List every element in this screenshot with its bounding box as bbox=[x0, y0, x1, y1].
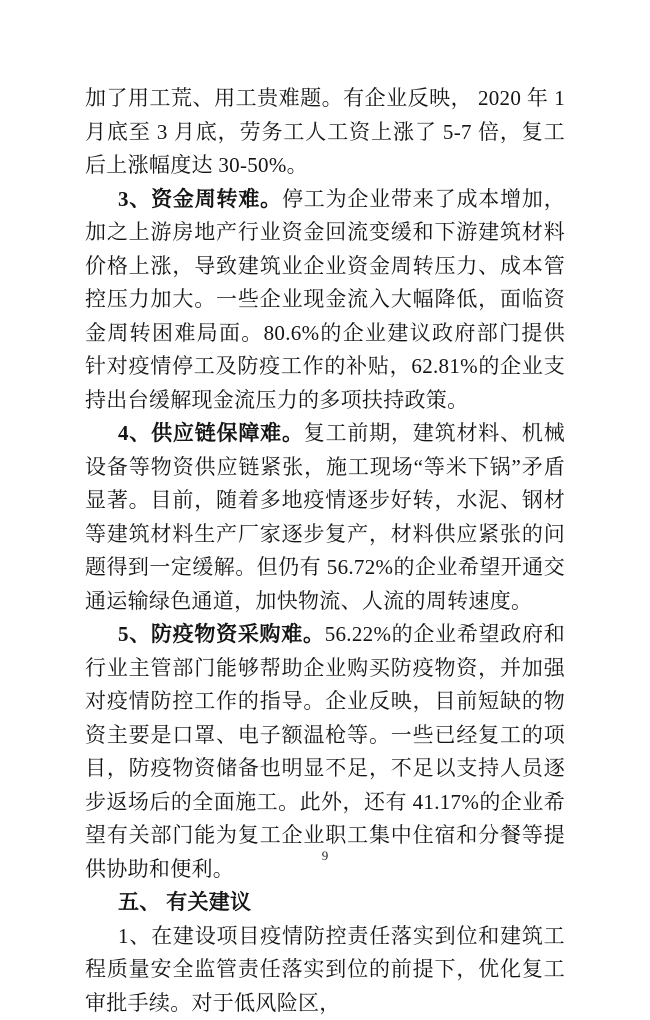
bold-text-run: 4、供应链保障难。 bbox=[118, 421, 304, 445]
page-footer bbox=[0, 847, 650, 865]
paragraph bbox=[85, 618, 565, 886]
text-run: 停工为企业带来了成本增加，加之上游房地产行业资金回流变缓和下游建筑材料价格上涨，导致建筑业企业资金周转压力、成本管控压力加大。一些企业现金流入大幅降低，面临资金周转困难局面。80.6%的企业建议政府部门提供针对疫情停工及防疫工作的补贴，62.81%的企业支持出台缓解现金流压力的多项扶持政策。 bbox=[85, 187, 565, 412]
paragraph bbox=[85, 183, 565, 418]
text-run: 加了用工荒、用工贵难题。有企业反映， 2020 年 1 月底至 3 月底，劳务工人工资上涨了 5-7 倍，复工后上涨幅度达 30-50%。 bbox=[85, 86, 565, 177]
document-body bbox=[85, 82, 565, 1020]
text-run: 复工前期，建筑材料、机械设备等物资供应链紧张，施工现场“等米下锅”矛盾显著。目前，随着多地疫情逐步好转，水泥、钢材等建筑材料生产厂家逐步复产，材料供应紧张的问题得到一定缓解。但仍有 56.72%的企业希望开通交通运输绿色通道，加快物流、人流的周转速度。 bbox=[85, 421, 565, 613]
text-run: 1、在建设项目疫情防控责任落实到位和建筑工程质量安全监管责任落实到位的前提下，优化复工审批手续。对于低风险区， bbox=[85, 924, 565, 1015]
text-run: 56.22%的企业希望政府和行业主管部门能够帮助企业购买防疫物资，并加强对疫情防控工作的指导。企业反映，目前短缺的物资主要是口罩、电子额温枪等。一些已经复工的项目，防疫物资储备也明显不足，不足以支持人员逐步返场后的全面施工。此外，还有 41.17%的企业希望有关部门能为复工企业职工集中住宿和分餐等提供协助和便利。 bbox=[85, 622, 565, 881]
bold-text-run: 五、 有关建议 bbox=[118, 890, 251, 914]
paragraph bbox=[85, 82, 565, 183]
page-number: 9 bbox=[322, 848, 329, 863]
bold-text-run: 3、资金周转难。 bbox=[118, 187, 282, 211]
paragraph bbox=[85, 920, 565, 1020]
bold-text-run: 5、防疫物资采购难。 bbox=[118, 622, 325, 646]
section-heading bbox=[85, 886, 565, 920]
paragraph bbox=[85, 417, 565, 618]
